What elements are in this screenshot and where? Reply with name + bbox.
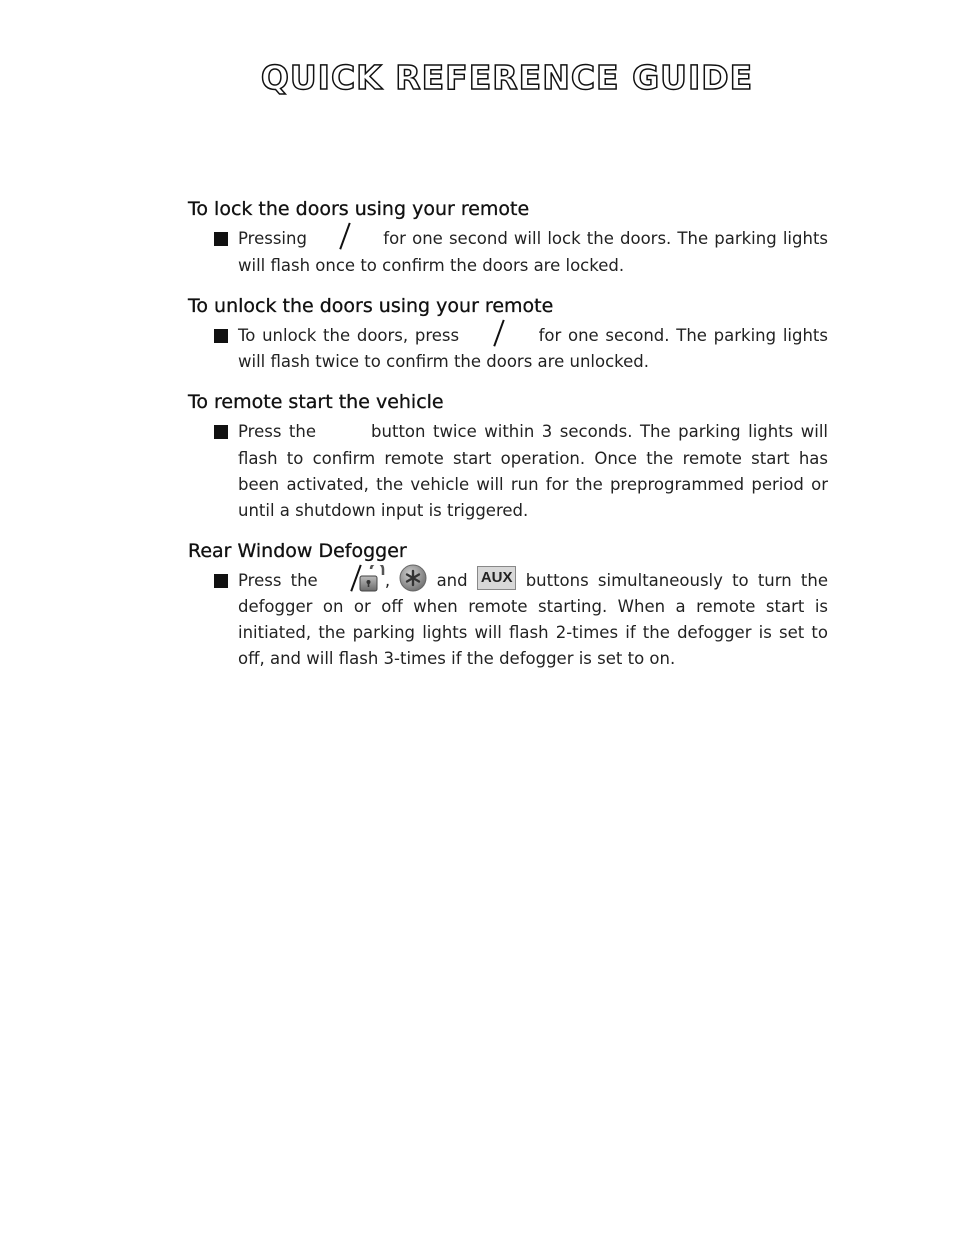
- asterisk-icon: [399, 564, 427, 592]
- defogger-and: and: [436, 570, 468, 590]
- section-heading-remote-start: To remote start the vehicle: [188, 391, 444, 413]
- slash-icon: [340, 223, 351, 250]
- bullet-square-icon: [214, 425, 228, 439]
- bullet-square-icon: [214, 232, 228, 246]
- unlock-padlock-icon: [357, 565, 385, 593]
- section-heading-unlock: To unlock the doors using your remote: [188, 294, 554, 317]
- unlock-button-icon: [466, 323, 532, 349]
- defogger-slash-slot: [327, 568, 357, 594]
- aux-icon: AUX: [477, 566, 517, 590]
- bullet-defogger: [188, 568, 828, 673]
- start-icon: [324, 420, 364, 446]
- unlock-text-after: for one second. The parking lights will flash twice to confirm the doors are unlocked.: [238, 325, 828, 371]
- defogger-comma: ,: [384, 570, 391, 590]
- bullet-lock: [188, 226, 828, 279]
- content: [188, 196, 828, 686]
- bullet-square-icon: [214, 574, 228, 588]
- defogger-text-before: Press the: [238, 570, 318, 590]
- bullet-square-icon: [214, 329, 228, 343]
- section-heading-defogger: Rear Window Defogger: [188, 539, 407, 562]
- section-remote-start: [188, 389, 828, 524]
- section-heading-lock: To lock the doors using your remote: [188, 198, 530, 220]
- lock-text-before: Pressing: [238, 229, 307, 248]
- lock-button-icon: [313, 227, 377, 253]
- start-text-after: button twice within 3 seconds. The parking lights will flash to confirm remote start operation. Once the remote start has been activated, the vehicle will run for the preprogrammed period or until a shutdown input is triggered.: [238, 422, 829, 520]
- bullet-remote-start: [188, 419, 828, 524]
- section-defogger: [188, 538, 828, 673]
- page-title: QUICK REFERENCE GUIDE: [260, 58, 754, 97]
- lock-text-after: for one second will lock the doors. The parking lights will flash once to confirm the doors are locked.: [238, 229, 829, 275]
- start-text-before: Press the: [238, 422, 317, 441]
- unlock-text-before: To unlock the doors, press: [238, 325, 460, 345]
- section-lock: [188, 196, 828, 279]
- slash-icon: [493, 319, 504, 346]
- defogger-text-after: buttons simultaneously to turn the defogger on or off when remote starting. When a remote start is initiated, the parking lights will flash 2-times if the defogger is set to off, and will flash 3-times if the defogger is set to on.: [238, 570, 828, 668]
- section-unlock: [188, 293, 828, 376]
- bullet-unlock: [188, 323, 828, 376]
